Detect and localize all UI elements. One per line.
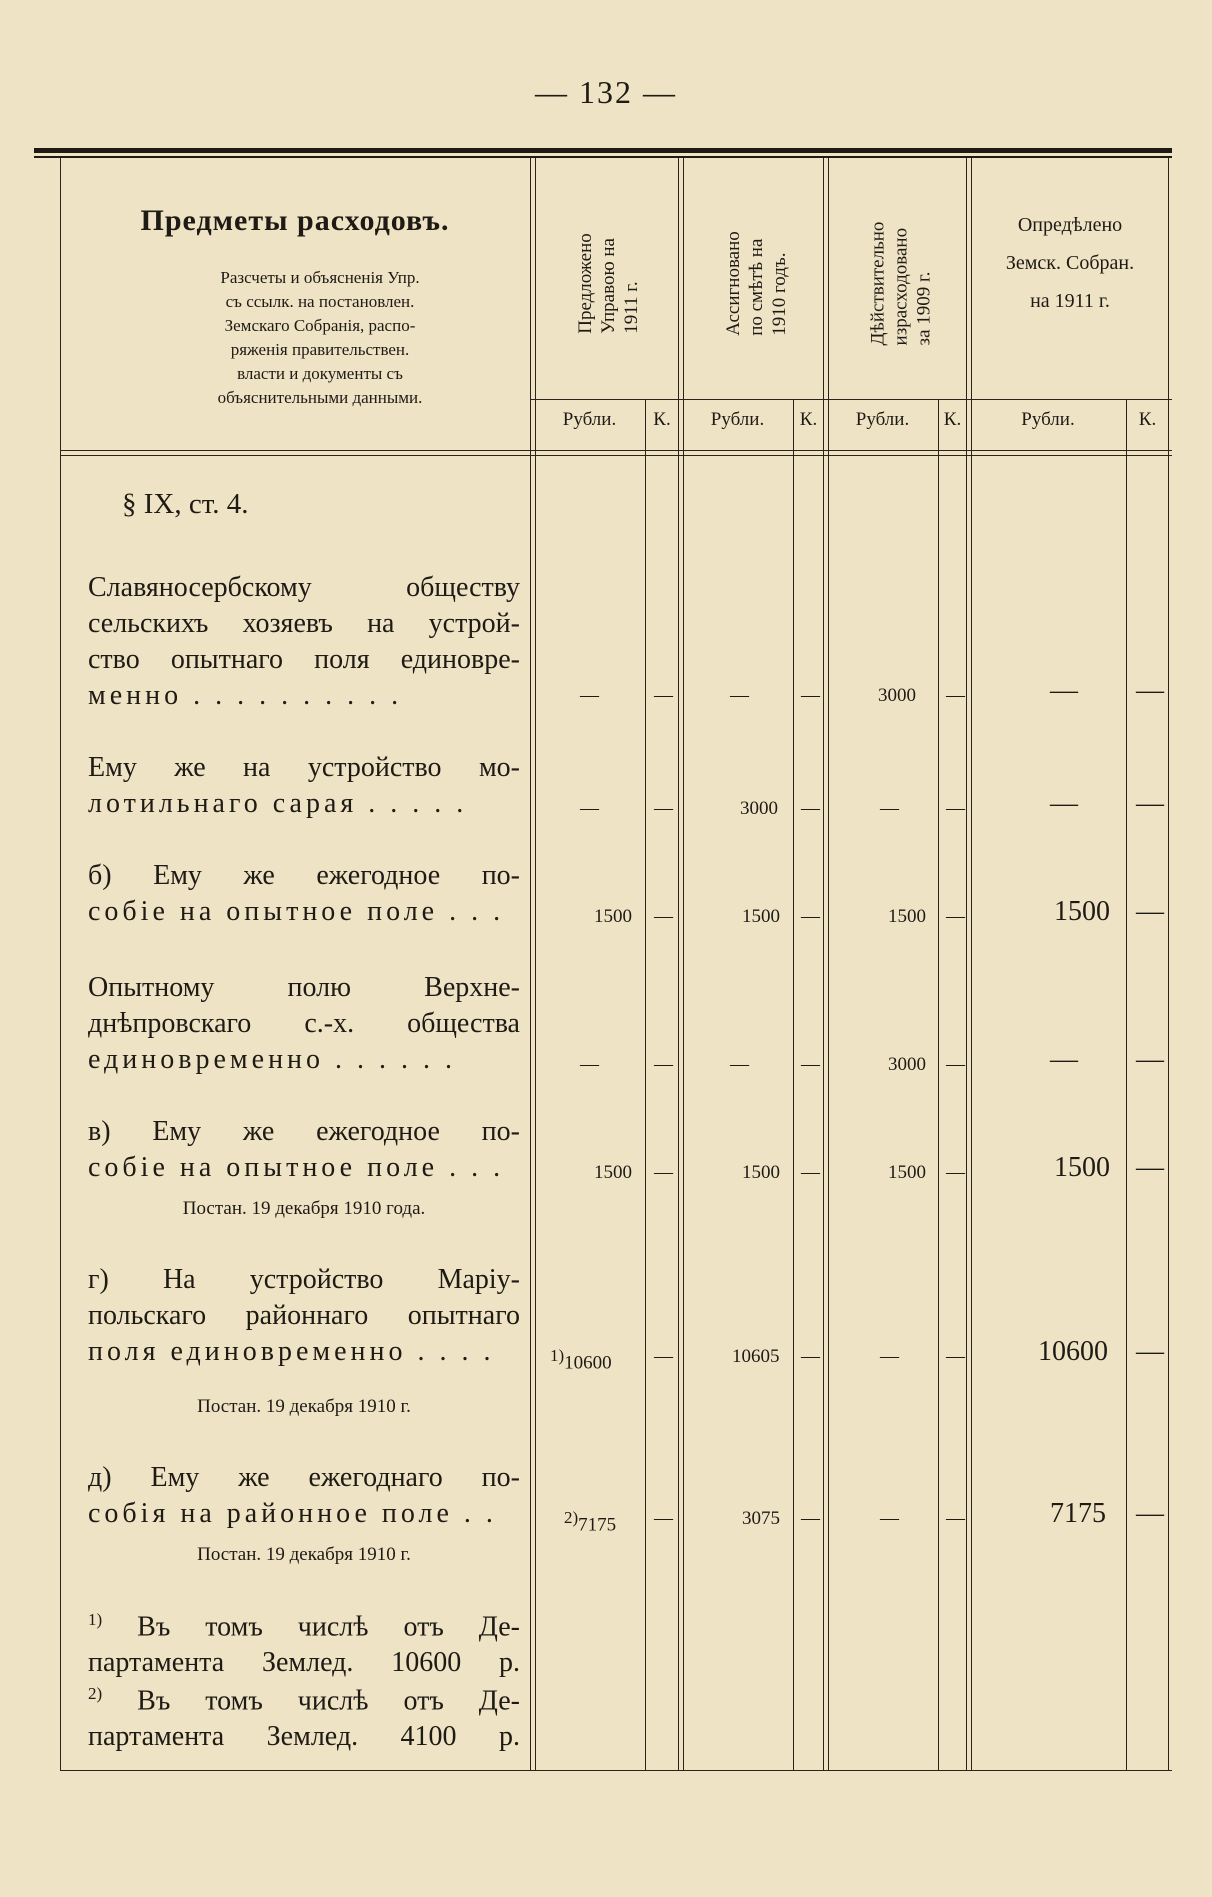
amount-cell: 3000 (888, 1054, 926, 1075)
entry: г) На устройство Маріу- польскаго районнаго опытнаго поля единовременно . . . . (88, 1264, 520, 1367)
amount-cell: — (946, 906, 965, 927)
unit-kop: К. (653, 409, 671, 430)
section-heading: § IX, ст. 4. (122, 488, 249, 520)
unit-rub: Рубли. (855, 409, 910, 430)
resolution-note: Постан. 19 декабря 1910 года. (182, 1198, 426, 1219)
top-rule (34, 148, 1172, 153)
amount-cell: — (946, 685, 965, 706)
header-note: Разсчеты и объясненія Упр. съ ссылк. на постановлен. Земскаго Собранія, распо- ряженія правительствен. власти и документы съ объяснительными данными. (217, 268, 423, 407)
entry: Ему же на устройство мо- лотильнаго сарая . . . . . (88, 752, 520, 819)
amount-cell: 1500 (742, 1162, 780, 1183)
footnote-mark: $^{2)}$7175 (564, 1508, 617, 1536)
amount-cell: 10605 (732, 1346, 780, 1367)
header-col-spent: Дѣйствительно израсходовано за 1909 г. (867, 221, 935, 345)
amount-cell: — (1136, 675, 1164, 706)
amount-cell: — (1136, 788, 1164, 819)
amount-cell: — (654, 1054, 673, 1075)
amount-cell: 1500 (1054, 1152, 1110, 1183)
amount-cell: — (654, 1162, 673, 1183)
header-col-assigned: Ассигновано по смѣтѣ на 1910 годъ. (722, 230, 790, 336)
amount-cell: — (801, 798, 820, 819)
amount-cell: — (1050, 788, 1078, 819)
amount-cell: — (654, 685, 673, 706)
amount-cell: — (880, 798, 899, 819)
amount-cell: 3000 (740, 798, 778, 819)
entry: д) Ему же ежегоднаго по- собія на районное поле . . (88, 1462, 520, 1529)
amount-cell: — (946, 1054, 965, 1075)
amount-cell: — (730, 685, 749, 706)
amount-cell: — (1050, 1044, 1078, 1075)
amount-cell: 3075 (742, 1508, 780, 1529)
amount-cell: — (801, 1508, 820, 1529)
amount-cell: — (730, 1054, 749, 1075)
amount-cell: 7175 (1050, 1498, 1106, 1529)
amount-cell: — (580, 798, 599, 819)
amount-cell: 1500 (888, 906, 926, 927)
amount-cell: 1500 (594, 906, 632, 927)
unit-rub: Рубли. (1021, 409, 1075, 430)
amount-cell: 3000 (878, 685, 916, 706)
resolution-note: Постан. 19 декабря 1910 г. (197, 1396, 411, 1417)
amount-cell: — (1050, 675, 1078, 706)
unit-rub: Рубли. (562, 409, 617, 430)
entry: в) Ему же ежегодное по- собіе на опытное поле . . . (88, 1116, 520, 1183)
amount-cell: 1500 (742, 906, 780, 927)
amount-cell: — (880, 1508, 899, 1529)
unit-kop: К. (1138, 409, 1157, 430)
amount-cell: — (801, 1054, 820, 1075)
amount-cell: — (654, 1346, 673, 1367)
entry: б) Ему же ежегодное по- собіе на опытное поле . . . (88, 860, 520, 927)
header-col-proposed: Предложено Управою на 1911 г. (574, 232, 642, 334)
amount-cell: — (801, 906, 820, 927)
expense-table (60, 158, 1172, 1771)
amount-cell: — (580, 685, 599, 706)
footnote: $^{2)}$ Въ томъ числѣ отъ Де- партамента Землед. 4100 р. (88, 1684, 520, 1753)
amount-cell: — (1136, 1498, 1164, 1529)
amount-cell: 1500 (1054, 896, 1110, 927)
amount-cell: 1500 (888, 1162, 926, 1183)
footnote: $^{1)}$ Въ томъ числѣ отъ Де- партамента Землед. 10600 р. (88, 1610, 520, 1679)
entry: Опытному полю Верхне- днѣпровскаго с.-х. общества единовременно . . . . . . (88, 972, 520, 1075)
amount-cell: — (946, 1346, 965, 1367)
header-title: Предметы расходовъ. (140, 204, 450, 237)
amount-cell: — (654, 1508, 673, 1529)
unit-kop: К. (799, 409, 818, 430)
amount-cell: — (801, 1162, 820, 1183)
header-col-determined: Опредѣлено Земск. Собран. на 1911 г. (1005, 214, 1135, 312)
amount-cell: — (1136, 1152, 1164, 1183)
amount-cell: — (1136, 1044, 1164, 1075)
entry: Славяносербскому обществу сельскихъ хозяевъ на устрой- ство опытнаго поля единовре- менно . . . . . . . . . . (88, 572, 520, 711)
amount-cell: — (580, 1054, 599, 1075)
amount-cell: — (654, 906, 673, 927)
amount-cell: — (1136, 896, 1164, 927)
footnote-mark: $^{1)}$10600 (550, 1346, 612, 1374)
unit-kop: К. (943, 409, 962, 430)
amount-cell: — (946, 798, 965, 819)
amount-cell: — (880, 1346, 899, 1367)
amount-cell: 10600 (1038, 1336, 1108, 1367)
amount-cell: — (801, 685, 820, 706)
amount-cell: — (1136, 1336, 1164, 1367)
amount-cell: 1500 (594, 1162, 632, 1183)
amount-cell: — (946, 1162, 965, 1183)
page-number: — 132 — (535, 74, 677, 110)
amount-cell: — (801, 1346, 820, 1367)
unit-rub: Рубли. (710, 409, 765, 430)
resolution-note: Постан. 19 декабря 1910 г. (197, 1544, 411, 1565)
amount-cell: — (654, 798, 673, 819)
amount-cell: — (946, 1508, 965, 1529)
